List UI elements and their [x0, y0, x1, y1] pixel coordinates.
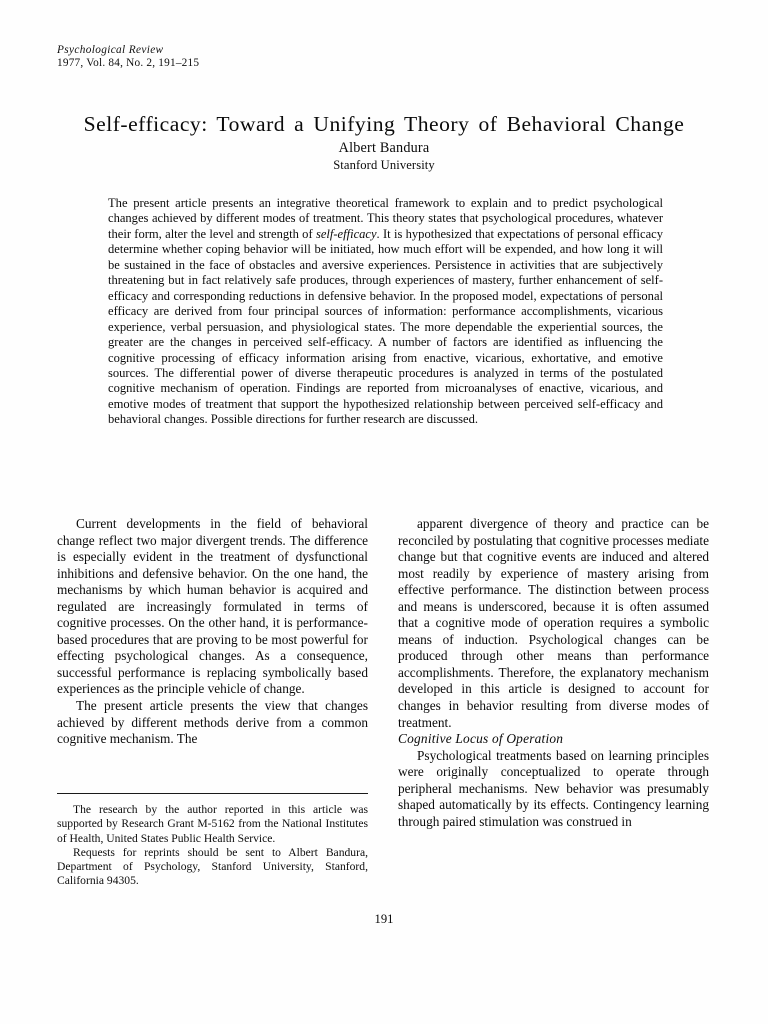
body-column-right: [398, 516, 709, 830]
right-paragraph-2: Psychological treatments based on learning principles were originally conceptualized to operate through peripheral mechanisms. New behavior was presumably shaped automatically by its effects. Contingency learning through paired stimulation was construed in: [398, 747, 709, 829]
left-paragraph-2: The present article presents the view that changes achieved by different methods derive from a common cognitive mechanism. The: [57, 698, 368, 747]
journal-issue-line: 1977, Vol. 84, No. 2, 191–215: [57, 57, 200, 70]
page-number: 191: [374, 912, 394, 926]
right-paragraph-1: apparent divergence of theory and practice can be reconciled by postulating that cognitive processes mediate change but that cognitive events are induced and altered most readily by experience of mastery arising from effective performance. The distinction between process and means is underscored, because it is often assumed that a cognitive mode of operation requires a symbolic means of induction. Psychological changes can be produced through other means than performance accomplishments. Therefore, the explanatory mechanism developed in this article is designed to account for changes in behavior resulting from diverse modes of treatment.: [398, 516, 709, 730]
footnote-text: [57, 803, 368, 889]
journal-name: Psychological Review: [57, 44, 164, 56]
section-heading-cognitive-locus: Cognitive Locus of Operation: [398, 731, 564, 747]
article-author: Albert Bandura: [338, 140, 430, 156]
author-affiliation: Stanford University: [333, 158, 435, 172]
left-paragraph-1: Current developments in the field of behavioral change reflect two major divergent trends. The difference is especially evident in the treatment of dysfunctional inhibitions and defensive behavior. On the one hand, the mechanisms by which human behavior is acquired and regulated are increasingly formulated in terms of cognitive processes. On the other hand, it is performance-based procedures that are proving to be most powerful for effecting psychological changes. As a consequence, successful performance is replacing symbolically based experiences as the principle vehicle of change.: [57, 516, 368, 697]
body-column-left: [57, 516, 368, 748]
abstract-italic-term: self-efficacy: [315, 226, 377, 241]
footnote-block: [57, 793, 368, 889]
footnote-divider-rule: [57, 793, 368, 794]
journal-running-head: [57, 44, 199, 71]
footnote-paragraph-1: The research by the author reported in this article was supported by Research Grant M-5162 from the National Institutes of Health, United States Public Health Service.: [57, 803, 368, 845]
abstract: [108, 196, 663, 428]
abstract-text-part-1: The present article presents an integrative theoretical framework to explain and to predict psychological changes achieved by different modes of treatment. This theory states that psychological procedures, whatever their form, alter the level and strength of: [108, 196, 663, 241]
abstract-text-part-2: . It is hypothesized that expectations of personal efficacy determine whether coping behavior will be initiated, how much effort will be expended, and how long it will be sustained in the face of obstacles and aversive experiences. Persistence in activities that are subjectively threatening but in fact relatively safe produces, through experiences of mastery, further enhancement of self-efficacy and corresponding reductions in defensive behavior. In the proposed model, expectations of personal efficacy are derived from four principal sources of information: performance accomplishments, vicarious experience, verbal persuasion, and physiological states. The more dependable the experiential sources, the greater are the changes in perceived self-efficacy. A number of factors are identified as influencing the cognitive processing of efficacy information arising from enactive, vicarious, exhortative, and emotive sources. The differential power of diverse therapeutic procedures is analyzed in terms of the postulated cognitive mechanism of operation. Findings are reported from microanalyses of enactive, vicarious, and emotive modes of treatment that support the hypothesized relationship between perceived self-efficacy and behavioral changes. Possible directions for further research are discussed.: [108, 226, 663, 427]
footnote-paragraph-2: Requests for reprints should be sent to Albert Bandura, Department of Psychology, Stanford University, Stanford, California 94305.: [57, 845, 368, 888]
article-title: Self-efficacy: Toward a Unifying Theory of Behavioral Change: [83, 112, 685, 137]
